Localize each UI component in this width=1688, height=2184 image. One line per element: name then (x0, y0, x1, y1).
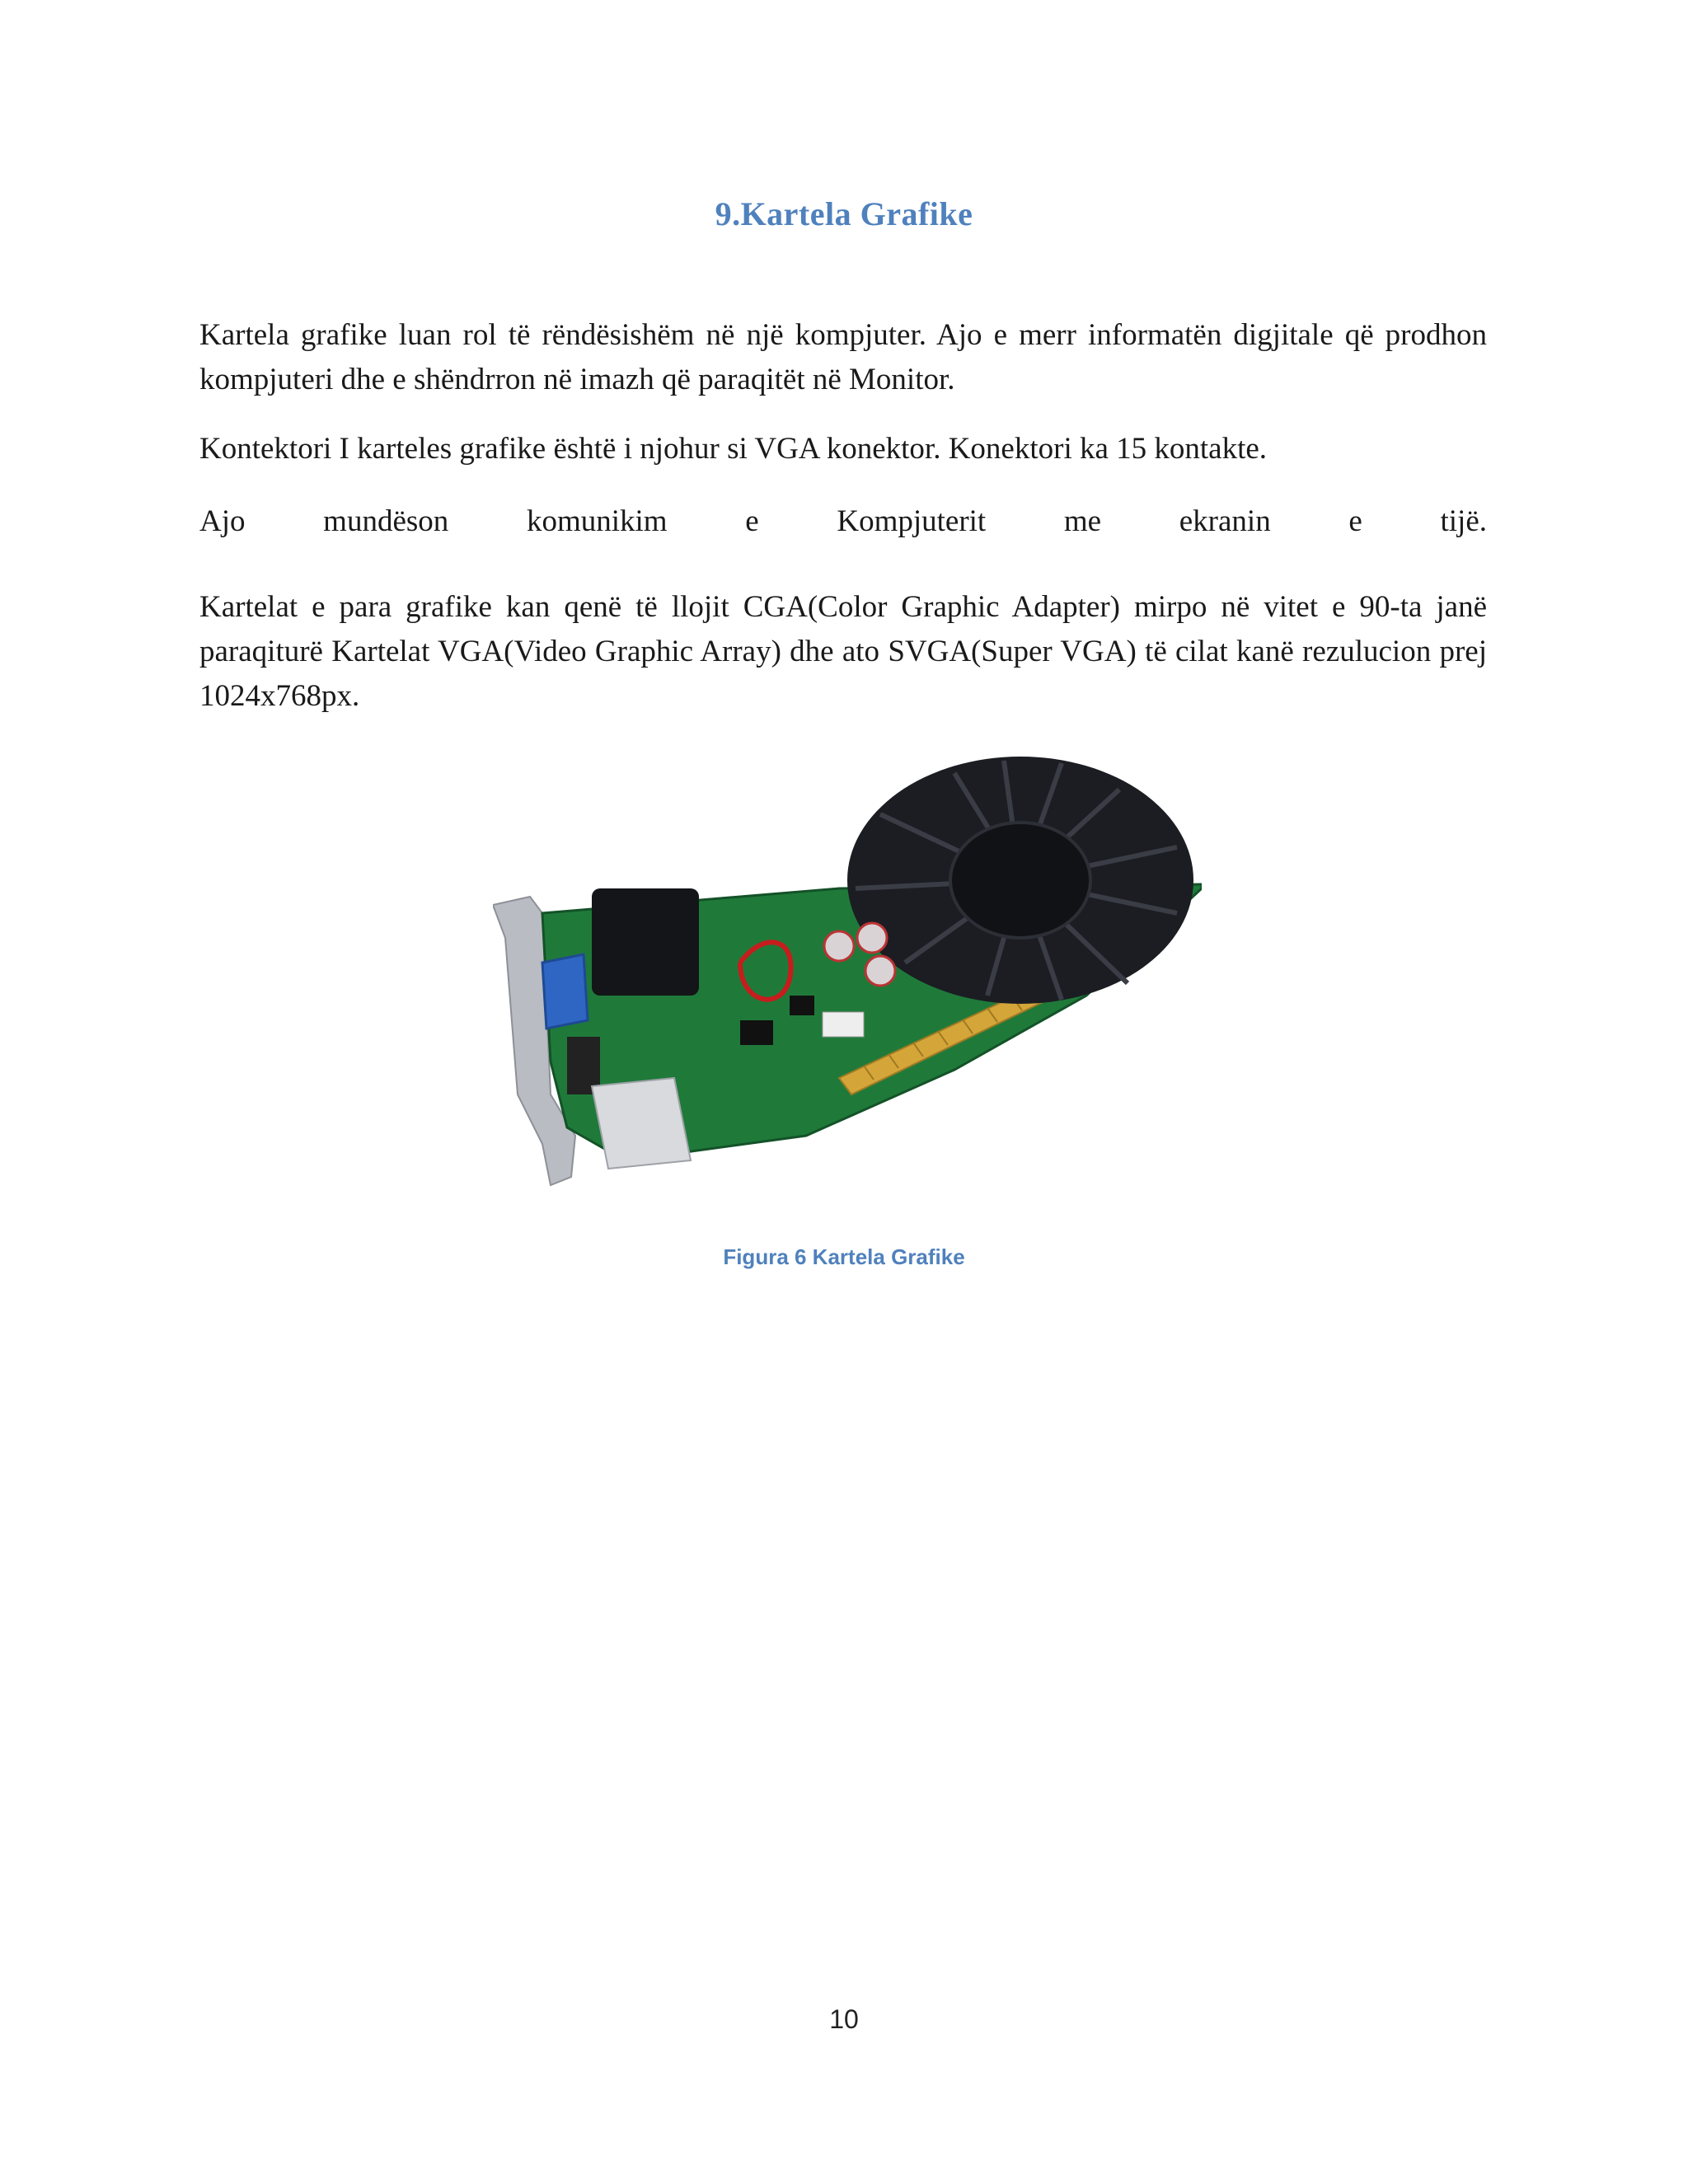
graphics-card-illustration (493, 748, 1202, 1210)
paragraph-connector: Kontektori I karteles grafike është i njohur si VGA konektor. Konektori ka 15 kontakte. (199, 432, 1268, 466)
chip-heatsink-icon (592, 888, 699, 996)
paragraph-history: Kartelat e para grafike kan qenë të llojit CGA(Color Graphic Adapter) mirpo në vitet e 90-ta janë paraqiturë Kartelat VGA(Video Graphic Array) dhe ato SVGA(Super VGA) të cilat kanë rezulucion prej 1024x768px. (199, 590, 1487, 713)
graphics-card-image (493, 748, 1202, 1210)
figure-caption: Figura 6 Kartela Grafike (723, 1244, 965, 1269)
fan-icon (950, 823, 1090, 938)
paragraph-communication: Ajo mundëson komunikim e Kompjuterit me ekranin e tijë. (199, 504, 1487, 538)
paragraph-intro: Kartela grafike luan rol të rëndësishëm në një kompjuter. Ajo e merr informatën digjitale që prodhon kompjuteri dhe e shëndrron në imazh që paraqitët në Monitor. (199, 318, 1487, 396)
section-heading: 9.Kartela Grafike (715, 195, 973, 232)
page-number: 10 (829, 2004, 859, 2034)
vga-port-icon (542, 954, 588, 1029)
dvi-port-icon (592, 1078, 691, 1169)
